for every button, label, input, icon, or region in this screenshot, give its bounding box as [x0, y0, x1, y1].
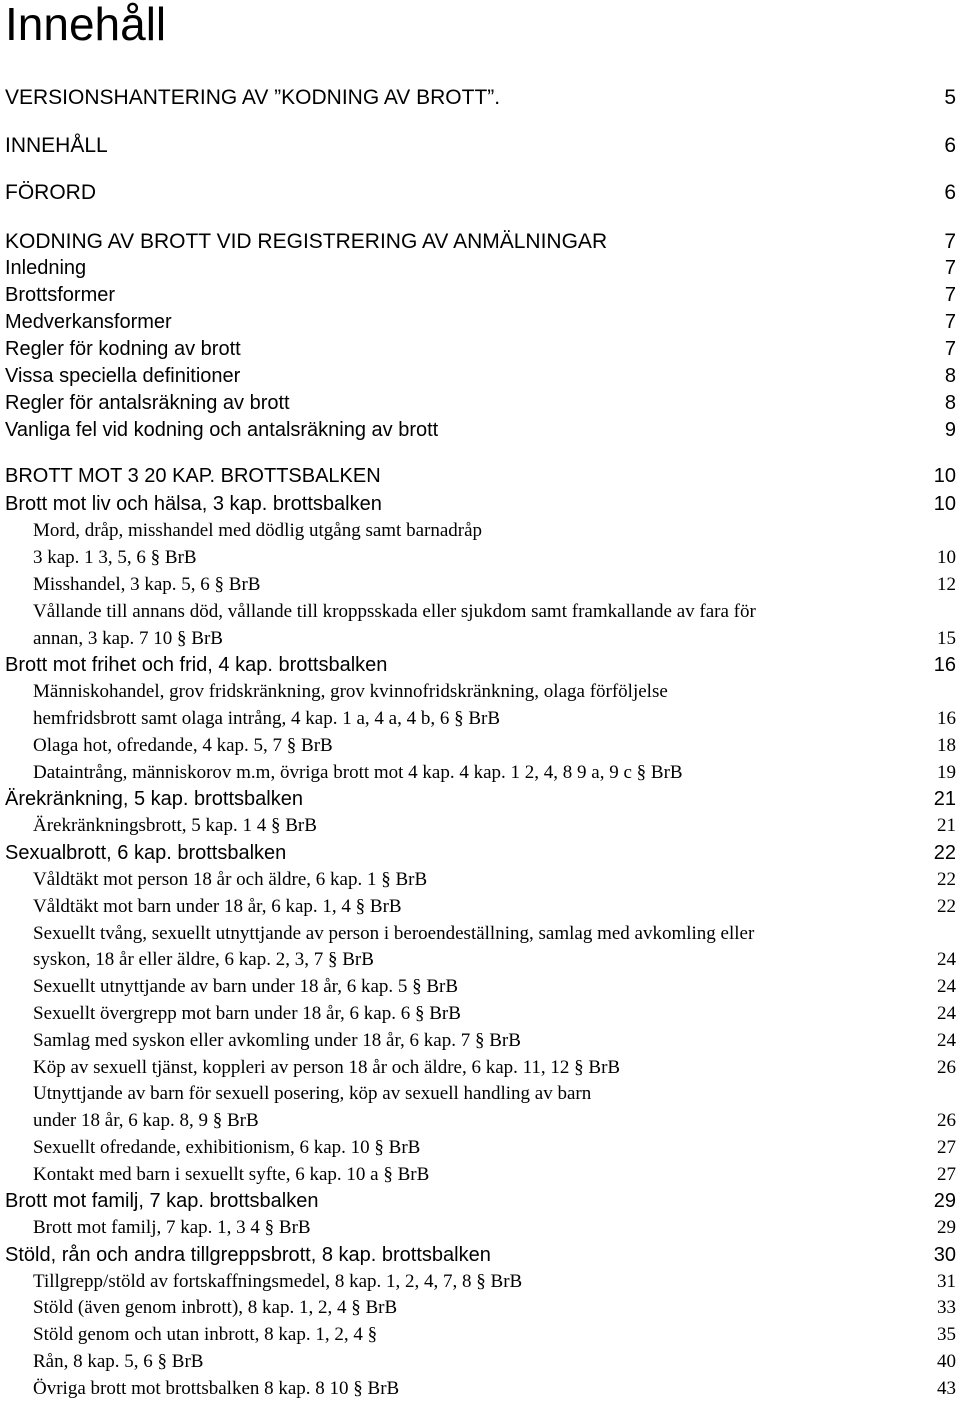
toc-entry-text: Sexualbrott, 6 kap. brottsbalken [5, 842, 287, 864]
toc-entry-text: Regler för antalsräkning av brott [5, 392, 290, 414]
toc-entry-page: 21 [933, 788, 956, 810]
toc-entry[interactable] [0, 923, 960, 951]
toc-entry[interactable] [0, 338, 960, 366]
toc-entry-page: 24 [937, 949, 956, 970]
toc-entry-text: Medverkansformer [5, 311, 172, 333]
toc-entry[interactable] [0, 1244, 960, 1272]
toc-entry-page: 7 [944, 257, 956, 279]
toc-entry-page: 27 [937, 1137, 956, 1158]
toc-entry[interactable] [0, 1217, 960, 1245]
toc-entry[interactable] [0, 392, 960, 420]
toc-entry-text: Sexuellt ofredande, exhibitionism, 6 kap. 10 § BrB [33, 1137, 421, 1158]
toc-entry-text: Brott mot frihet och frid, 4 kap. brottsbalken [5, 654, 388, 676]
toc-entry-page: 22 [933, 842, 956, 864]
toc-entry-text: Olaga hot, ofredande, 4 kap. 5, 7 § BrB [33, 735, 333, 756]
toc-entry[interactable] [0, 762, 960, 790]
toc-entry-text: Stöld genom och utan inbrott, 8 kap. 1, 2, 4 § [33, 1324, 378, 1345]
toc-entry[interactable] [0, 1030, 960, 1058]
toc-entry[interactable] [0, 465, 960, 493]
toc-entry-page: 10 [937, 547, 956, 568]
toc-entry-page: 15 [937, 628, 956, 649]
toc-entry[interactable] [0, 311, 960, 339]
toc-entry[interactable] [0, 842, 960, 870]
toc-entry-page: 40 [937, 1351, 956, 1372]
toc-entry-page: 8 [944, 365, 956, 387]
toc-entry[interactable] [0, 574, 960, 602]
toc-entry-text: Brottsformer [5, 284, 116, 306]
toc-entry-page: 27 [937, 1164, 956, 1185]
toc-entry-page: 16 [933, 654, 956, 676]
toc-entry-text: Sexuellt tvång, sexuellt utnyttjande av person i beroendeställning, samlag med avkomling eller [33, 923, 755, 944]
toc-entry[interactable] [0, 1137, 960, 1165]
toc-entry-text: Vissa speciella definitioner [5, 365, 241, 387]
toc-entry-page: 21 [937, 815, 956, 836]
toc-entry-text: Kontakt med barn i sexuellt syfte, 6 kap. 10 a § BrB [33, 1164, 430, 1185]
toc-entry[interactable] [0, 493, 960, 521]
toc-entry-page: 24 [937, 976, 956, 997]
toc-entry-text: FÖRORD [5, 181, 96, 204]
toc-entry-text: Vållande till annans död, vållande till kroppsskada eller sjukdom samt framkallande av fara för [33, 601, 756, 622]
toc-entry-page: 26 [937, 1110, 956, 1131]
toc-entry-text: hemfridsbrott samt olaga intrång, 4 kap. 1 a, 4 a, 4 b, 6 § BrB [33, 708, 500, 729]
toc-entry-page: 29 [937, 1217, 956, 1238]
toc-entry-text: BROTT MOT 3 20 KAP. BROTTSBALKEN [5, 465, 381, 487]
toc-entry[interactable] [0, 1190, 960, 1218]
toc-entry-page: 9 [944, 419, 956, 441]
toc-entry-page: 43 [937, 1378, 956, 1399]
toc-entry[interactable] [0, 1110, 960, 1138]
toc-entry-page: 19 [937, 762, 956, 783]
toc-entry-text: Sexuellt övergrepp mot barn under 18 år, 6 kap. 6 § BrB [33, 1003, 461, 1024]
toc-entry[interactable] [0, 1057, 960, 1085]
page-title: Innehåll [5, 0, 167, 50]
toc-entry-page: 5 [944, 86, 956, 109]
toc-entry[interactable] [0, 708, 960, 736]
toc-entry-text: annan, 3 kap. 7 10 § BrB [33, 628, 223, 649]
toc-entry-page: 16 [937, 708, 956, 729]
toc-entry-page: 26 [937, 1057, 956, 1078]
toc-entry-text: Köp av sexuell tjänst, koppleri av person 18 år och äldre, 6 kap. 11, 12 § BrB [33, 1057, 621, 1078]
toc-entry-page: 31 [937, 1271, 956, 1292]
toc-entry-page: 24 [937, 1030, 956, 1051]
toc-entry-page: 18 [937, 735, 956, 756]
toc-entry[interactable] [0, 1297, 960, 1325]
toc-entry-page: 7 [944, 311, 956, 333]
toc-entry[interactable] [0, 654, 960, 682]
toc-entry-text: Misshandel, 3 kap. 5, 6 § BrB [33, 574, 261, 595]
toc-entry-text: Brott mot familj, 7 kap. 1, 3 4 § BrB [33, 1217, 311, 1238]
toc-entry-text: Vanliga fel vid kodning och antalsräkning av brott [5, 419, 439, 441]
toc-entry[interactable] [0, 86, 960, 114]
toc-entry[interactable] [0, 181, 960, 209]
toc-entry-text: KODNING AV BROTT VID REGISTRERING AV ANMÄLNINGAR [5, 230, 608, 253]
toc-entry-text: Mord, dråp, misshandel med dödlig utgång samt barnadråp [33, 520, 483, 541]
toc-entry-page: 33 [937, 1297, 956, 1318]
toc-entry[interactable] [0, 1164, 960, 1192]
toc-entry-page: 7 [944, 284, 956, 306]
toc-entry-text: syskon, 18 år eller äldre, 6 kap. 2, 3, 7 § BrB [33, 949, 374, 970]
toc-entry-page: 10 [933, 493, 956, 515]
toc-entry[interactable] [0, 419, 960, 447]
toc-entry-text: Utnyttjande av barn för sexuell posering, köp av sexuell handling av barn [33, 1083, 592, 1104]
toc-entry[interactable] [0, 1083, 960, 1111]
toc-entry[interactable] [0, 976, 960, 1004]
toc-entry[interactable] [0, 869, 960, 897]
toc-entry[interactable] [0, 681, 960, 709]
toc-entry-text: Brott mot familj, 7 kap. brottsbalken [5, 1190, 319, 1212]
toc-entry[interactable] [0, 628, 960, 656]
toc-entry[interactable] [0, 896, 960, 924]
toc-entry-page: 7 [944, 230, 956, 253]
toc-entry-text: Våldtäkt mot barn under 18 år, 6 kap. 1, 4 § BrB [33, 896, 402, 917]
toc-entry[interactable] [0, 815, 960, 843]
toc-entry-text: Våldtäkt mot person 18 år och äldre, 6 kap. 1 § BrB [33, 869, 428, 890]
toc-entry-page: 6 [944, 181, 956, 204]
toc-entry-page: 7 [944, 338, 956, 360]
toc-entry-page: 35 [937, 1324, 956, 1345]
toc-entry[interactable] [0, 1378, 960, 1406]
toc-entry-page: 22 [937, 869, 956, 890]
toc-entry[interactable] [0, 230, 960, 258]
toc-entry-text: Dataintrång, människorov m.m, övriga brott mot 4 kap. 4 kap. 1 2, 4, 8 9 a, 9 c § BrB [33, 762, 683, 783]
toc-entry-text: Brott mot liv och hälsa, 3 kap. brottsbalken [5, 493, 382, 515]
toc-entry-page: 24 [937, 1003, 956, 1024]
toc-entry[interactable] [0, 284, 960, 312]
toc-entry[interactable] [0, 134, 960, 162]
toc-entry-text: Ärekränkning, 5 kap. brottsbalken [5, 788, 303, 810]
toc-entry-text: Ärekränkningsbrott, 5 kap. 1 4 § BrB [33, 815, 317, 836]
toc-entry-page: 10 [933, 465, 956, 487]
toc-entry[interactable] [0, 601, 960, 629]
toc-entry[interactable] [0, 520, 960, 548]
toc-entry-text: Sexuellt utnyttjande av barn under 18 år, 6 kap. 5 § BrB [33, 976, 459, 997]
toc-entry-text: under 18 år, 6 kap. 8, 9 § BrB [33, 1110, 259, 1131]
toc-entry[interactable] [0, 1003, 960, 1031]
toc-entry-text: Rån, 8 kap. 5, 6 § BrB [33, 1351, 204, 1372]
toc-entry-text: Tillgrepp/stöld av fortskaffningsmedel, 8 kap. 1, 2, 4, 7, 8 § BrB [33, 1271, 523, 1292]
toc-entry-page: 8 [944, 392, 956, 414]
toc-entry-text: 3 kap. 1 3, 5, 6 § BrB [33, 547, 197, 568]
toc-entry-text: Stöld, rån och andra tillgreppsbrott, 8 kap. brottsbalken [5, 1244, 491, 1266]
toc-entry-text: Stöld (även genom inbrott), 8 kap. 1, 2, 4 § BrB [33, 1297, 398, 1318]
toc-entry[interactable] [0, 735, 960, 763]
toc-entry-text: Inledning [5, 257, 87, 279]
toc-entry-text: Människohandel, grov fridskränkning, grov kvinnofridskränkning, olaga förföljelse [33, 681, 668, 702]
toc-entry[interactable] [0, 547, 960, 575]
toc-entry[interactable] [0, 949, 960, 977]
toc-entry[interactable] [0, 1271, 960, 1299]
toc-entry[interactable] [0, 1351, 960, 1379]
toc-entry-text: Övriga brott mot brottsbalken 8 kap. 8 10 § BrB [33, 1378, 400, 1399]
toc-entry-text: VERSIONSHANTERING AV ”KODNING AV BROTT”. [5, 86, 501, 109]
toc-entry-text: INNEHÅLL [5, 134, 108, 157]
toc-entry-text: Samlag med syskon eller avkomling under 18 år, 6 kap. 7 § BrB [33, 1030, 521, 1051]
toc-entry[interactable] [0, 788, 960, 816]
toc-entry-page: 29 [933, 1190, 956, 1212]
toc-entry[interactable] [0, 1324, 960, 1352]
toc-entry-page: 30 [933, 1244, 956, 1266]
toc-entry-page: 6 [944, 134, 956, 157]
toc-entry-page: 22 [937, 896, 956, 917]
toc-entry[interactable] [0, 365, 960, 393]
toc-entry-page: 12 [937, 574, 956, 595]
toc-entry[interactable] [0, 257, 960, 285]
toc-entry-text: Regler för kodning av brott [5, 338, 241, 360]
